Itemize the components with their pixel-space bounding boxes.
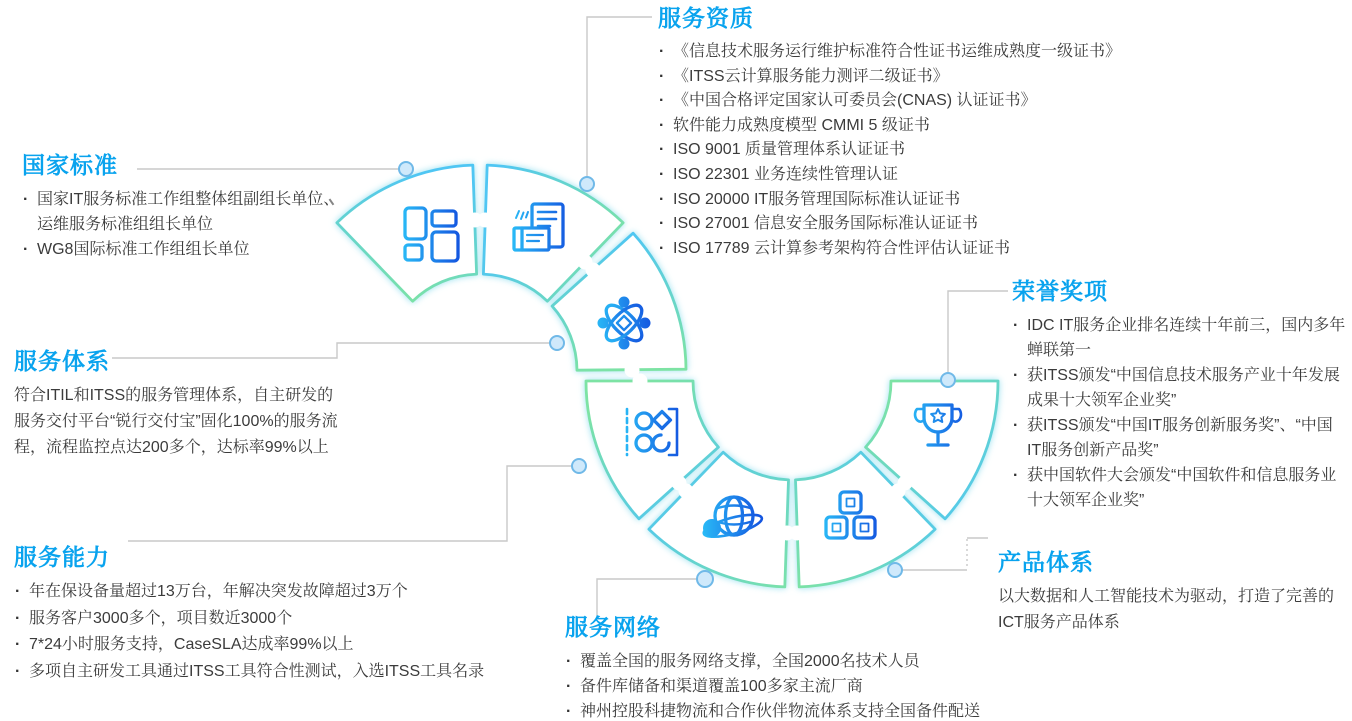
connector-honors-awards xyxy=(948,291,1008,373)
connector-service-capability xyxy=(128,466,572,541)
section-list xyxy=(22,187,352,262)
list-item: · 年在保设备量超过13万台，年解决突发故障超过3万个 xyxy=(14,579,534,606)
list-item: · 获ITSS颁发“中国信息技术服务产业十年发展成果十大领军企业奖” xyxy=(1012,363,1346,413)
list-item: · 神州控股科捷物流和合作伙伴物流体系支持全国备件配送 xyxy=(565,699,1065,721)
section-list xyxy=(658,40,1318,261)
list-item: · ISO 9001 质量管理体系认证证书 xyxy=(658,138,1318,163)
section-title: 国家标准 xyxy=(22,152,118,178)
list-item: · 备件库储备和渠道覆盖100多家主流厂商 xyxy=(565,674,1065,699)
section-title: 荣誉奖项 xyxy=(1012,278,1108,304)
connector-service-network xyxy=(597,579,698,616)
list-item: · 7*24小时服务支持，CaseSLA达成率99%以上 xyxy=(14,632,534,659)
section-title: 产品体系 xyxy=(998,549,1094,575)
section-list xyxy=(14,579,534,685)
list-item: · 多项自主研发工具通过ITSS工具符合性测试，入选ITSS工具名录 xyxy=(14,659,534,686)
section-list xyxy=(1012,313,1346,513)
dot-product-system xyxy=(888,563,902,577)
dot-national-standards xyxy=(399,162,413,176)
section-honors-awards xyxy=(1012,278,1346,513)
section-service-qualifications xyxy=(658,5,1318,261)
section-body: 以大数据和人工智能技术为驱动，打造了完善的ICT服务产品体系 xyxy=(998,588,1335,631)
list-item: · ISO 17789 云计算参考架构符合性评估认证证书 xyxy=(658,237,1318,262)
list-item: · 国家IT服务标准工作组整体组副组长单位、运维服务标准组组长单位 xyxy=(22,187,352,237)
dot-service-system xyxy=(550,336,564,350)
section-title: 服务体系 xyxy=(14,348,110,374)
dot-service-qualifications xyxy=(580,177,594,191)
section-title: 服务网络 xyxy=(565,614,661,640)
section-title: 服务能力 xyxy=(14,544,110,570)
connector-service-qualifications xyxy=(587,17,652,177)
section-list xyxy=(565,649,1065,721)
list-item: · 获ITSS颁发“中国IT服务创新服务奖”、“中国IT服务创新产品奖” xyxy=(1012,413,1346,463)
dot-service-network xyxy=(697,571,713,587)
list-item: · 《ITSS云计算服务能力测评二级证书》 xyxy=(658,65,1318,90)
list-item: · 《信息技术服务运行维护标准符合性证书运维成熟度一级证书》 xyxy=(658,40,1318,65)
section-service-system xyxy=(14,348,338,461)
section-national-standards xyxy=(22,152,352,262)
list-item: · ISO 22301 业务连续性管理认证 xyxy=(658,163,1318,188)
dot-service-capability xyxy=(572,459,586,473)
section-service-network xyxy=(565,614,1065,721)
list-item: · 服务客户3000多个，项目数近3000个 xyxy=(14,606,534,633)
list-item: · WG8国际标准工作组组长单位 xyxy=(22,237,352,262)
list-item: · 覆盖全国的服务网络支撑，全国2000名技术人员 xyxy=(565,649,1065,674)
list-item: · ISO 20000 IT服务管理国际标准认证证书 xyxy=(658,188,1318,213)
dot-honors-awards xyxy=(941,373,955,387)
list-item: · IDC IT服务企业排名连续十年前三，国内多年蝉联第一 xyxy=(1012,313,1346,363)
list-item: · ISO 27001 信息安全服务国际标准认证证书 xyxy=(658,212,1318,237)
list-item: · 软件能力成熟度模型 CMMI 5 级证书 xyxy=(658,114,1318,139)
section-service-capability xyxy=(14,544,534,685)
section-product-system xyxy=(998,549,1334,636)
list-item: · 《中国合格评定国家认可委员会(CNAS) 认证证书》 xyxy=(658,89,1318,114)
list-item: · 获中国软件大会颁发“中国软件和信息服务业十大领军企业奖” xyxy=(1012,463,1346,513)
section-body: 符合ITIL和ITSS的服务管理体系，自主研发的服务交付平台“锐行交付宝”固化100%的服务流程，流程监控点达200多个，达标率99%以上 xyxy=(14,387,338,456)
section-title: 服务资质 xyxy=(658,5,754,31)
